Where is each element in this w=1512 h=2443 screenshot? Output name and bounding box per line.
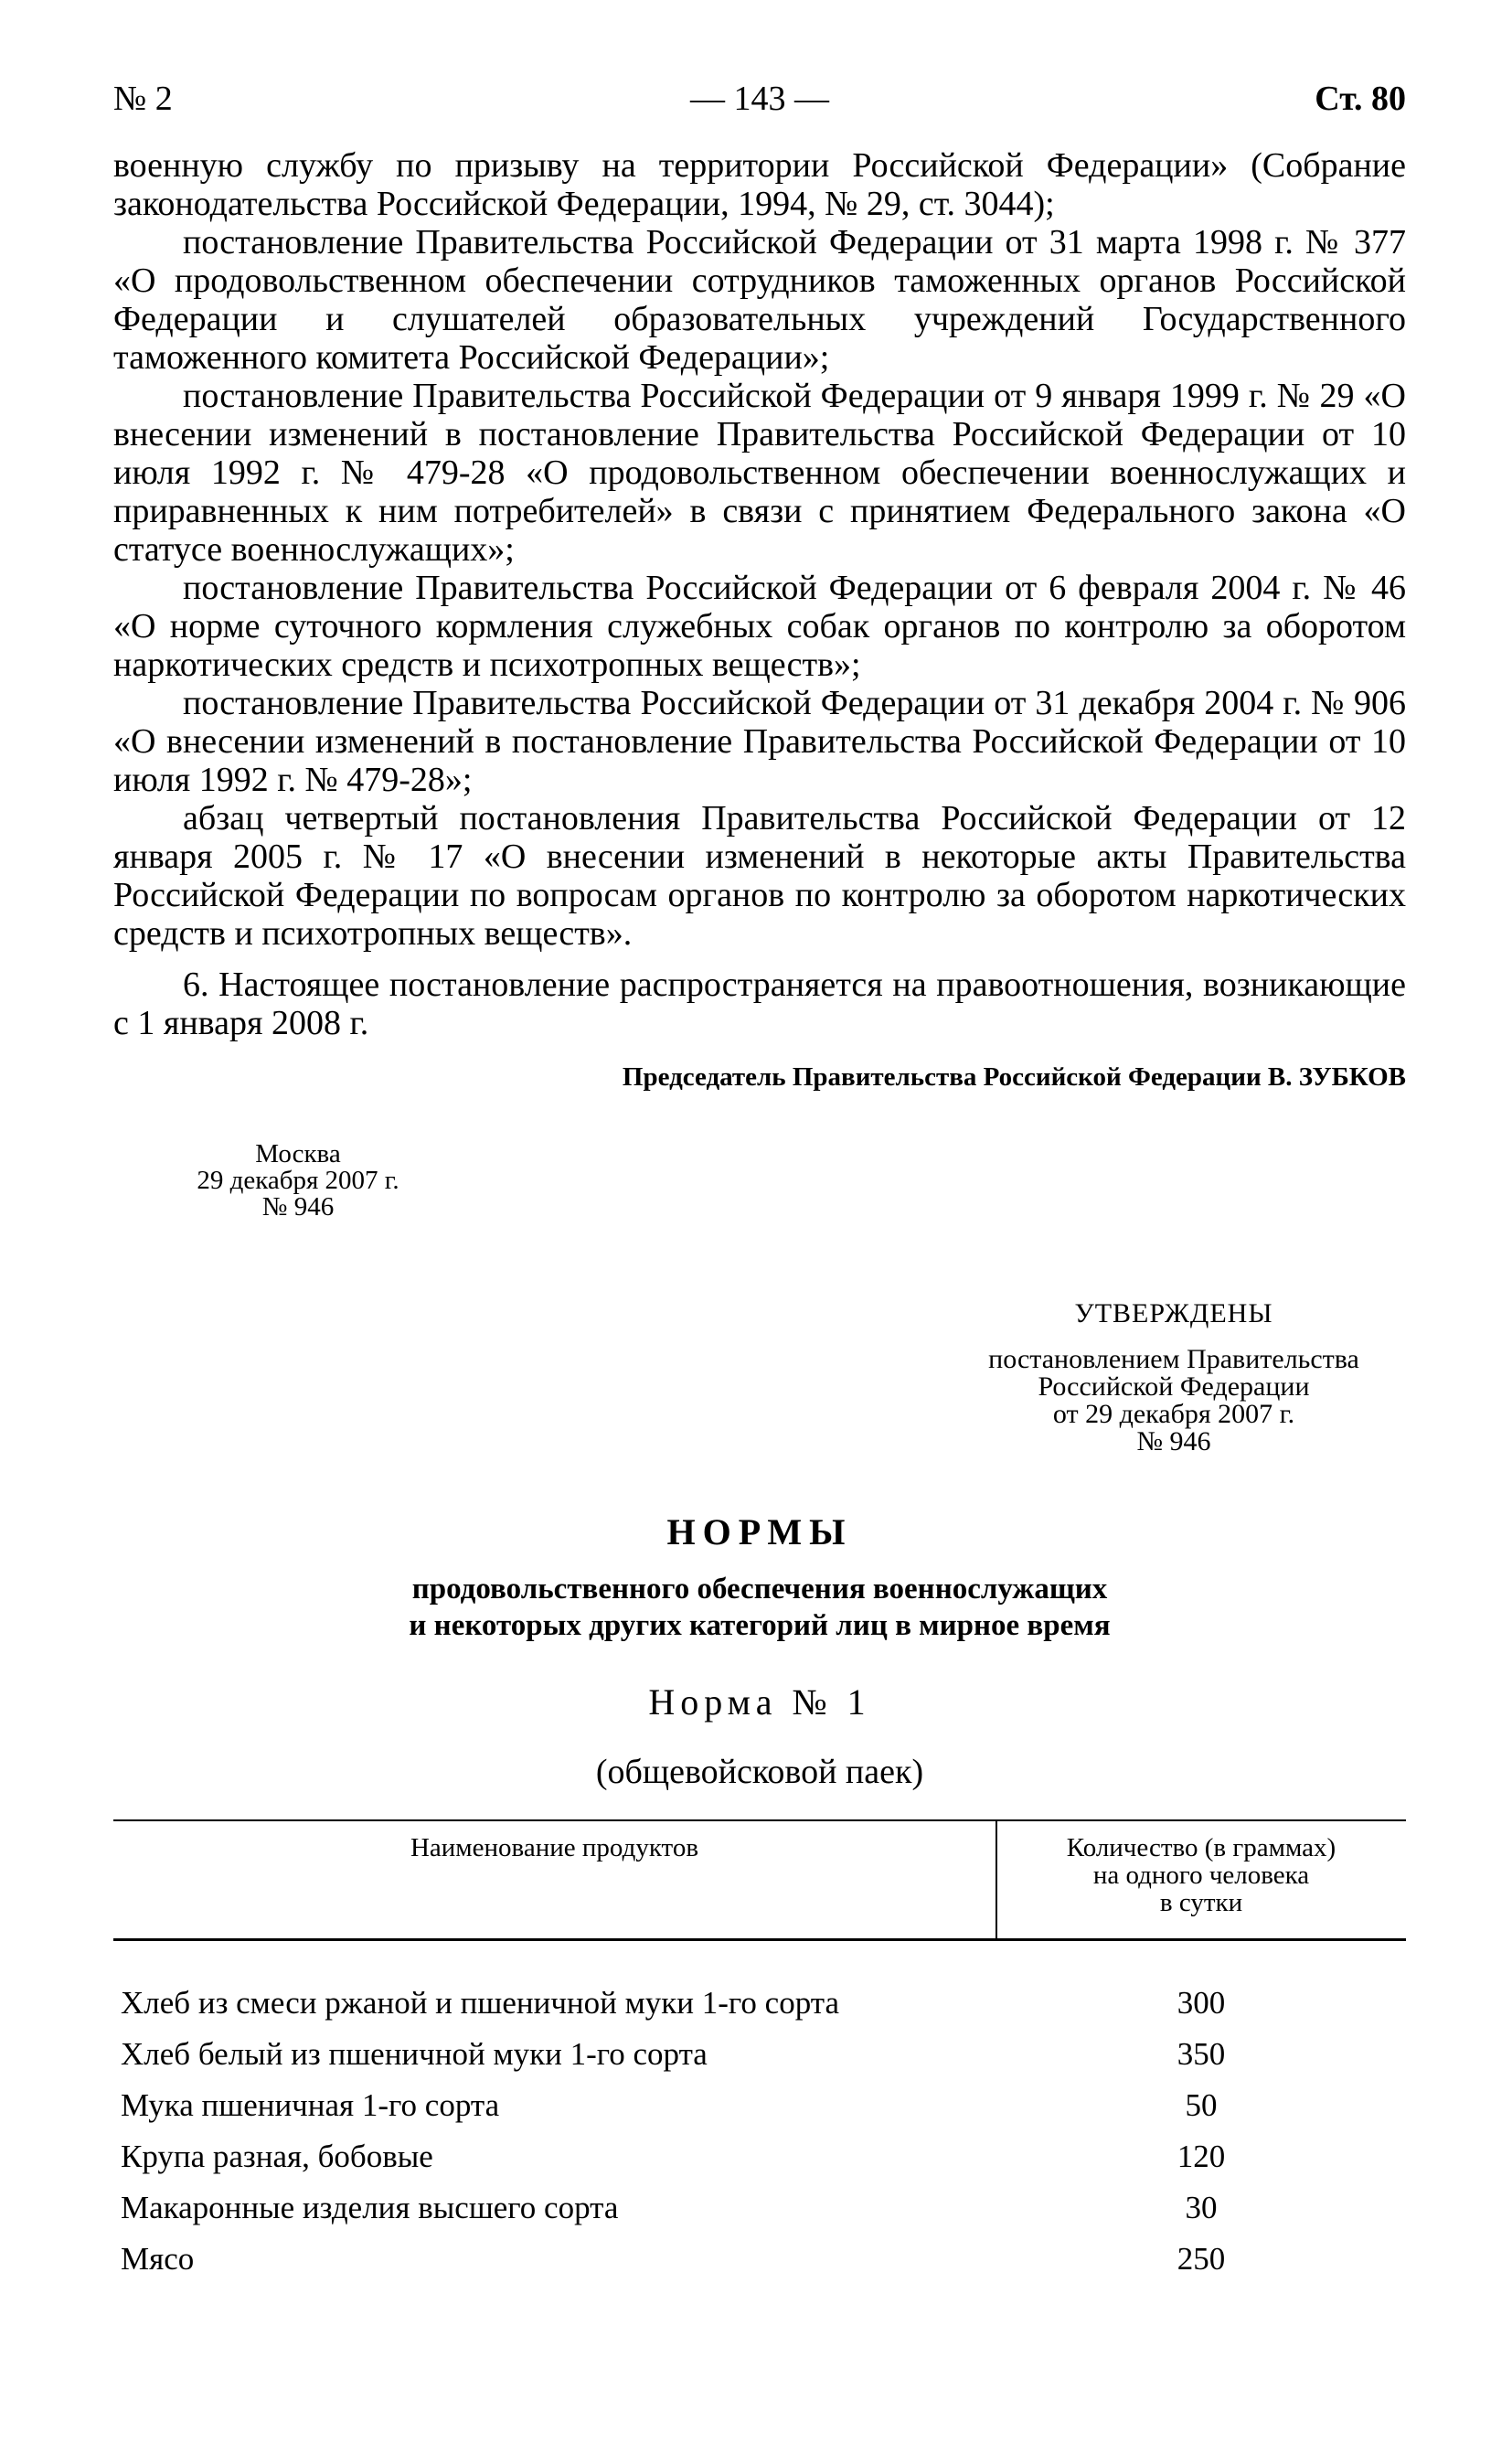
paragraph: постановление Правительства Российской Федерации от 9 января 1999 г. № 29 «О внесении изменений в постановление Правительства Российской Федерации от 10 июля 1992 г. № 479-28 «О продовольственном обеспечении военнослужащих и приравненных к ним потребителей» в связи с принятием Федерального закона «О статусе военнослужащих»; [113,377,1406,569]
product-name: Крупа разная, бобовые [121,2139,433,2174]
approval-line: Российской Федерации [1038,1371,1310,1402]
table-header [113,1819,1406,1941]
product-qty: 30 [1185,2190,1218,2225]
header-quantity-line: на одного человека [1092,1861,1310,1890]
subtitle-line: и некоторых других категорий лиц в мирное время [409,1609,1111,1642]
subtitle-line: продовольственного обеспечения военнослужащих [411,1573,1108,1606]
header-quantity-line: в сутки [1159,1888,1243,1917]
approval-line: постановлением Правительства [988,1344,1359,1374]
paragraph: постановление Правительства Российской Федерации от 31 декабря 2004 г. № 906 «О внесении изменений в постановление Правительства Российской Федерации от 10 июля 1992 г. № 479-28»; [113,684,1406,799]
page-header [113,79,1406,124]
header-product: Наименование продуктов [410,1833,699,1862]
paragraph: военную службу по призыву на территории Российской Федерации» (Собрание законодательства Российской Федерации, 1994, № 29, ст. 3044); [113,146,1406,223]
product-qty: 120 [1177,2139,1226,2174]
body-text [113,146,1406,1042]
place-date-block [161,1141,435,1221]
paragraph: постановление Правительства Российской Федерации от 6 февраля 2004 г. № 46 «О норме суточного кормления служебных собак органов по контролю за оборотом наркотических средств и психотропных веществ»; [113,569,1406,684]
norms-table [113,1819,1406,2285]
paragraph: постановление Правительства Российской Федерации от 31 марта 1998 г. № 377 «О продовольственном обеспечении сотрудников таможенных органов Российской Федерации и слушателей образовательных учреждений Государственного таможенного комитета Российской Федерации»; [113,223,1406,377]
approval-heading: УТВЕРЖДЕНЫ [1074,1298,1273,1328]
issue-number: № 2 [113,80,173,118]
date: 29 декабря 2007 г. [197,1166,399,1195]
product-qty: 50 [1185,2087,1218,2123]
paragraph: абзац четвертый постановления Правительства Российской Федерации от 12 января 2005 г. № 17 «О внесении изменений в некоторые акты Правительства Российской Федерации по вопросам органов по контролю за оборотом наркотических средств и психотропных веществ». [113,799,1406,953]
product-qty: 350 [1177,2036,1226,2072]
norm-title: Норма № 1 [648,1681,871,1723]
approval-block [973,1300,1375,1456]
document-subtitle [113,1571,1406,1644]
product-qty: 300 [1177,1985,1226,2021]
product-name: Мясо [121,2241,195,2277]
header-quantity [996,1834,1406,1916]
city: Москва [255,1139,341,1168]
product-qty: 250 [1177,2241,1226,2277]
product-name: Макаронные изделия высшего сорта [121,2190,619,2225]
article-number: Ст. 80 [1315,80,1406,118]
table-row [113,2029,1406,2080]
ration-type: (общевойсковой паек) [595,1753,924,1791]
signature-line: Председатель Правительства Российской Федерации В. ЗУБКОВ [622,1062,1406,1092]
product-name: Мука пшеничная 1-го сорта [121,2087,500,2123]
table-row [113,2131,1406,2182]
paragraph: 6. Настоящее постановление распространяется на правоотношения, возникающие с 1 января 2008 г. [113,965,1406,1042]
product-name: Хлеб белый из пшеничной муки 1-го сорта [121,2036,708,2072]
product-name: Хлеб из смеси ржаной и пшеничной муки 1-го сорта [121,1985,839,2021]
table-row [113,2234,1406,2285]
approval-line: № 946 [1136,1426,1211,1456]
decree-number: № 946 [261,1192,335,1222]
table-row [113,2080,1406,2131]
page-number: — 143 — [690,80,829,118]
header-quantity-line: Количество (в граммах) [1066,1833,1336,1862]
table-row [113,2182,1406,2234]
table-row [113,1978,1406,2029]
document-title: НОРМЫ [666,1511,853,1552]
approval-line: от 29 декабря 2007 г. [1052,1399,1295,1429]
table-body [113,1941,1406,2285]
